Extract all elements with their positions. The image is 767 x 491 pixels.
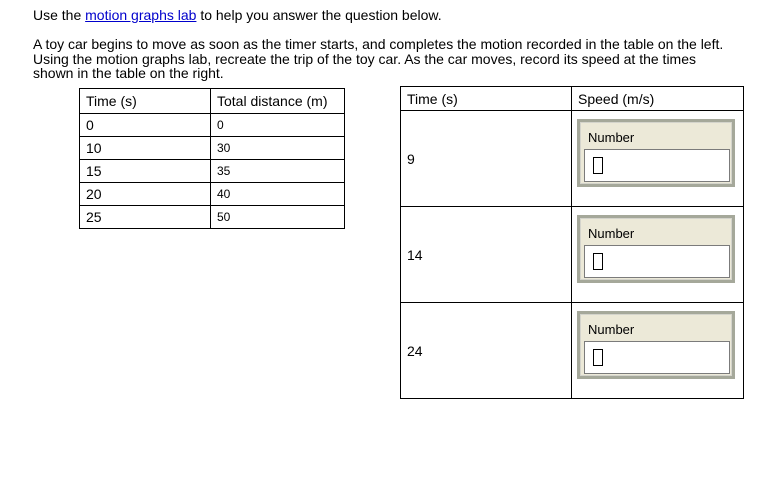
column-header-time: Time (s) [401,87,572,111]
time-cell: 0 [80,114,211,137]
distance-table [79,88,345,229]
number-label: Number [588,130,635,145]
text-cursor [593,349,603,366]
time-cell: 24 [401,303,572,399]
text-cursor [593,253,603,270]
distance-cell: 0 [211,114,345,137]
table-row [80,160,345,183]
motion-graphs-lab-link[interactable]: motion graphs lab [85,7,197,23]
speed-input-14s[interactable] [584,245,730,278]
time-cell: 20 [80,183,211,206]
speed-table [400,86,744,399]
time-cell: 25 [80,206,211,229]
table-header-row [401,87,744,111]
text-cursor [593,157,603,174]
table-row [80,114,345,137]
speed-input-24s[interactable] [584,341,730,374]
distance-cell: 30 [211,137,345,160]
time-cell: 15 [80,160,211,183]
speed-input-9s[interactable] [584,149,730,182]
number-answer-box [577,215,735,283]
question-paragraph: A toy car begins to move as soon as the timer starts, and completes the motion recorded in the table on the left. Using the motion graphs lab, recreate the trip of the toy car. As the car moves, record its speed at the times shown in the table on the right. [33,36,724,81]
table-row [80,206,345,229]
table-row [80,183,345,206]
time-cell: 14 [401,207,572,303]
table-header-row [80,89,345,114]
distance-cell: 35 [211,160,345,183]
number-label: Number [588,226,635,241]
table-row [401,111,744,207]
speed-cell [572,111,744,207]
number-label: Number [588,322,635,337]
table-row [80,137,345,160]
distance-cell: 40 [211,183,345,206]
table-row [401,303,744,399]
number-answer-box [577,311,735,379]
distance-cell: 50 [211,206,345,229]
time-cell: 9 [401,111,572,207]
number-answer-box [577,119,735,187]
column-header-distance: Total distance (m) [211,89,345,114]
speed-cell [572,207,744,303]
speed-cell [572,303,744,399]
time-cell: 10 [80,137,211,160]
intro-text: Use the motion graphs lab to help you answer the question below. [33,7,442,23]
table-row [401,207,744,303]
column-header-speed: Speed (m/s) [572,87,744,111]
column-header-time: Time (s) [80,89,211,114]
